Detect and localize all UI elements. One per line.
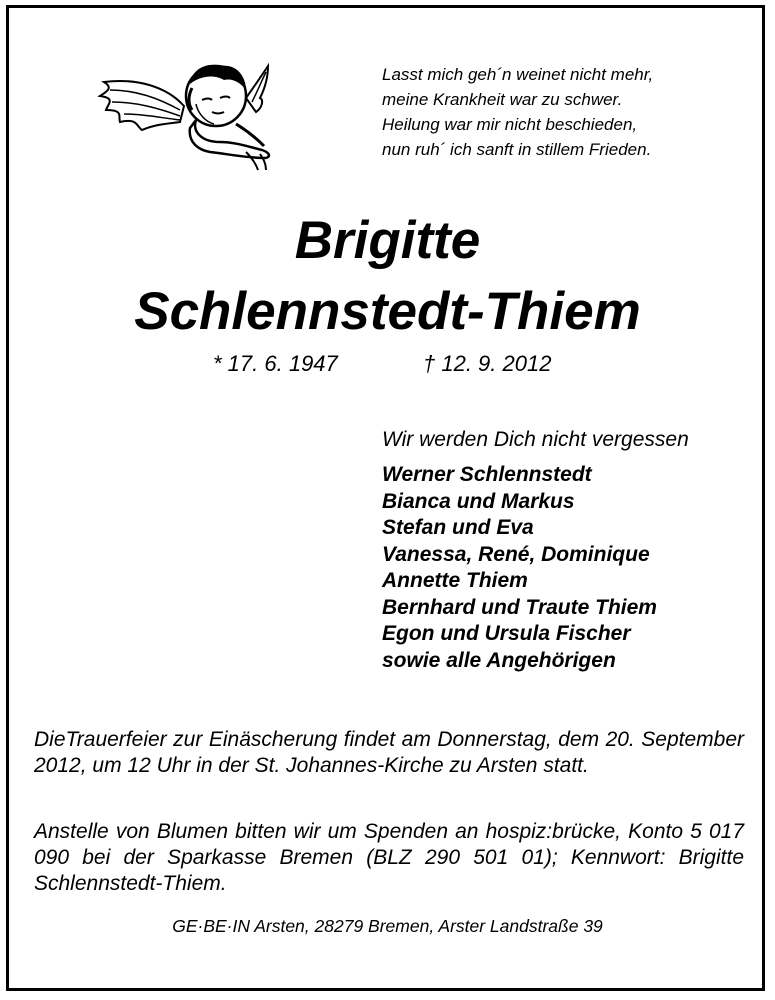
mourner-name: Bianca und Markus [382, 489, 575, 513]
mourner-name: Werner Schlennstedt [382, 463, 592, 486]
deceased-last-name: Schlennstedt-Thiem [134, 282, 641, 341]
deceased-first-name: Brigitte [294, 211, 481, 270]
poem-line: Lasst mich geh´n weinet nicht mehr, [382, 65, 654, 84]
poem-line: Heilung war mir nicht beschieden, [382, 115, 638, 134]
birth-date: * 17. 6. 1947 [213, 351, 338, 376]
mourner-name: sowie alle Angehörigen [382, 648, 616, 672]
mourner-name: Annette Thiem [382, 569, 528, 592]
funeral-home-footer: GE·BE·IN Arsten, 28279 Bremen, Arster Landstraße 39 [172, 916, 603, 936]
motto: Wir werden Dich nicht vergessen [382, 428, 689, 451]
cherub-icon [96, 58, 280, 174]
mourners-list [382, 462, 657, 674]
mourner-name: Stefan und Eva [382, 516, 534, 539]
poem [382, 62, 742, 162]
mourner-name: Bernhard und Traute Thiem [382, 595, 657, 619]
poem-line: meine Krankheit war zu schwer. [382, 90, 623, 109]
funeral-notice: DieTrauerfeier zur Einäscherung findet am Donnerstag, dem 20. September 2012, um 12 Uhr in der St. Johannes-Kirche zu Arsten statt. [34, 728, 744, 777]
poem-line: nun ruh´ ich sanft in stillem Frieden. [382, 140, 652, 159]
death-date: † 12. 9. 2012 [423, 351, 552, 376]
mourner-name: Egon und Ursula Fischer [382, 622, 631, 645]
mourner-name: Vanessa, René, Dominique [382, 542, 650, 566]
donation-notice: Anstelle von Blumen bitten wir um Spenden an hospiz:brücke, Konto 5 017 090 bei der Sparkasse Bremen (BLZ 290 501 01); Kennwort: Brigitte Schlennstedt-Thiem. [34, 820, 744, 895]
